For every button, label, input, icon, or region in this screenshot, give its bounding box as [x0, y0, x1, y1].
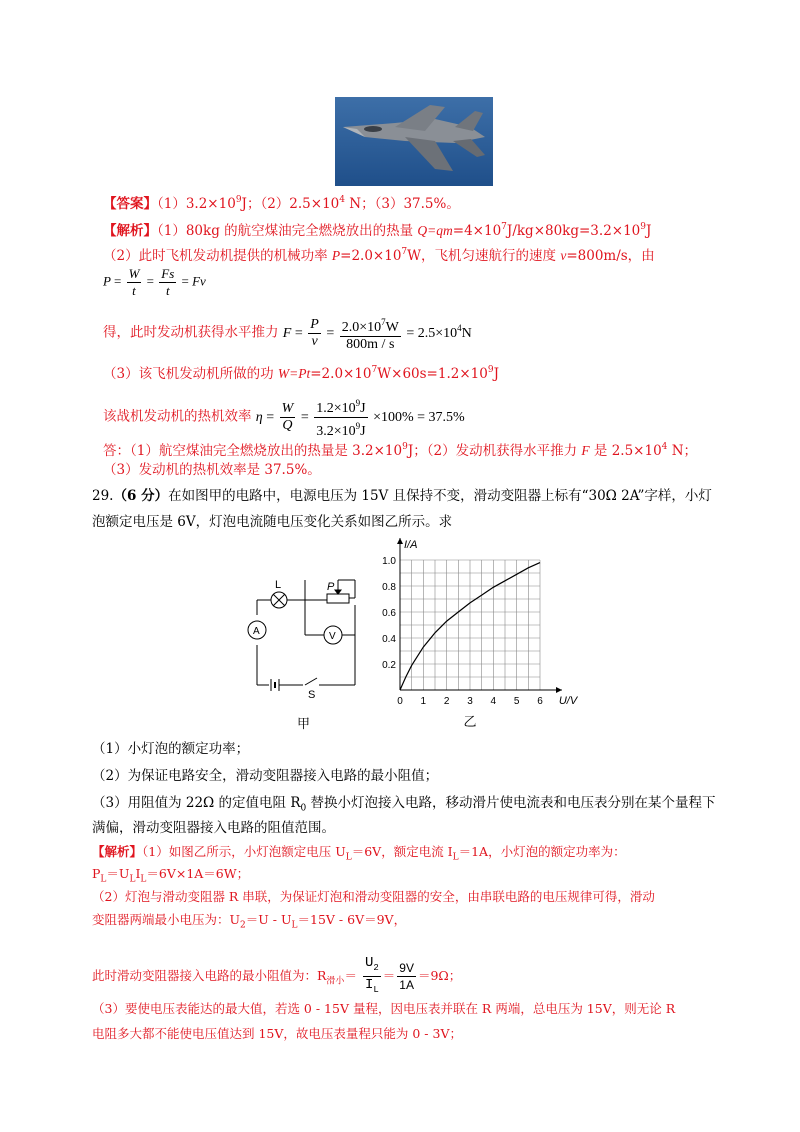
analysis2-line-7: 电阻多大都不能使电压值达到 15V，故电压表量程只能为 0 - 3V；	[92, 1026, 462, 1041]
x-tick-label: 6	[537, 696, 543, 707]
answer-line: 【答案】$(1)3.2\times 10^9J$；$(2)2.5\times 10^4$ N；（3）37.5%。	[103, 195, 460, 212]
analysis2-line-3: （2）灯泡与滑动变阻器 R 串联，为保证灯泡和滑动变阻器的安全，由串联电路的电压规律可得，滑动	[92, 889, 655, 904]
analysis2-tag: 【解析】	[92, 844, 143, 859]
question-29-stem-1: 29.（6 分）在如图甲的电路中，电源电压为 15V 且保持不变，滑动变阻器上标有“30Ω 2A”字样，小灯	[92, 488, 712, 504]
analysis-answer-2: （3）发动机的热机效率是 37.5%。	[103, 462, 321, 478]
analysis-line-1: 【解析】（1）80kg 的航空煤油完全燃烧放出的热量 $Q=qm=4\times 10^7J/kg\times 80kg=3.2\times 10^9J$	[103, 222, 652, 239]
circuit-diagram	[235, 560, 365, 735]
analysis2-line-5: 此时滑动变阻器接入电路的最小阻值为：$R_{滑小}=$ $\frac{U_2}{I_L}$ ＝ $\frac{9V}{1A}$ ＝9Ω；	[92, 955, 462, 995]
ammeter-label: A	[253, 626, 260, 637]
y-axis-label: I/A	[404, 539, 418, 551]
x-tick-label: 5	[513, 696, 520, 707]
sub-question-3b: 满偏，滑动变阻器接入电路的阻值范围。	[92, 820, 335, 836]
x-axis-arrow	[556, 687, 562, 693]
lamp-label: L	[275, 579, 282, 591]
answer-tag: 【答案】	[103, 196, 157, 212]
chart-caption: 乙	[463, 714, 477, 729]
iu-chart	[375, 530, 578, 735]
sub-question-1: （1）小灯泡的额定功率；	[92, 741, 250, 757]
y-tick-label: 1.0	[382, 556, 396, 567]
analysis-line-2: （2）此时飞机发动机提供的机械功率 $P=2.0\times 10^7W$，飞机匀速航行的速度 v=800m/s，由	[103, 247, 655, 264]
y-tick-label: 0.8	[382, 582, 396, 593]
x-tick-label: 3	[467, 696, 473, 707]
x-tick-label: 2	[443, 696, 450, 707]
voltmeter-label: V	[329, 631, 336, 642]
question-29-stem-2: 泡额定电压是 6V，灯泡电流随电压变化关系如图乙所示。求	[92, 514, 453, 530]
y-tick-label: 0.6	[382, 608, 396, 619]
analysis-work: （3）该飞机发动机所做的功 $W=Pt=2.0\times 10^7W\times 60s=1.2\times 10^9J$	[103, 365, 499, 382]
x-tick-label: 1	[420, 696, 427, 707]
formula-power: P = $\frac{W}{t}$ = $\frac{Fs}{t}$ = Fv	[103, 266, 206, 298]
fighter-jet-photo	[335, 97, 493, 186]
sub-question-2: （2）为保证电路安全，滑动变阻器接入电路的最小阻值；	[92, 768, 439, 784]
y-axis-arrow	[397, 538, 403, 544]
y-tick-label: 0.2	[382, 660, 396, 671]
x-tick-label: 4	[490, 696, 497, 707]
circuit-caption: 甲	[297, 716, 311, 731]
y-tick-label: 0.4	[382, 634, 396, 645]
analysis2-line-2: $P_L=U_LI_L=6V\times 1A=6W$；	[92, 866, 250, 885]
question-number: 29.	[92, 488, 114, 504]
switch-label: S	[308, 689, 316, 701]
analysis-answer-1: 答：（1）航空煤油完全燃烧放出的热量是 $3.2\times 10^9J$；（2）发动机获得水平推力 F 是 $2.5\times 10^4$ N；	[103, 442, 698, 459]
analysis2-line-6: （3）要使电压表能达的最大值，若选 0 - 15V 量程，因电压表并联在 R 两端，总电压为 15V，则无论 R	[92, 1001, 676, 1016]
analysis-efficiency: 该战机发动机的热机效率 η = $\frac{W}{Q}$ = $\frac{1.2\times 10^9J}{3.2\times 10^9J}$ ×100% = 37.5%	[103, 395, 465, 440]
analysis2-line-1: 【解析】（1）如图乙所示，小灯泡额定电压 $U_L=6V$，额定电流 $I_L=1A$，小灯泡的额定功率为：	[92, 844, 626, 863]
x-tick-label: 0	[397, 696, 403, 707]
analysis-thrust: 得，此时发动机获得水平推力 F = $\frac{P}{v}$ = $\frac{2.0\times 10^7W}{800m / s}$ = $2.5\times 10^4N$	[103, 314, 472, 353]
x-axis-label: U/V	[558, 695, 578, 707]
analysis2-line-4: 变阻器两端最小电压为：$U_2=U - U_L=15V - 6V=9V$，	[92, 912, 407, 931]
slider-label: P	[327, 581, 335, 593]
sub-question-3a: （3）用阻值为 22Ω 的定值电阻 $R_0$ 替换小灯泡接入电路，移动滑片使电流表和电压表分别在某个量程下	[92, 795, 716, 814]
question-score: （6 分）	[113, 488, 169, 504]
analysis-tag: 【解析】	[103, 223, 157, 239]
